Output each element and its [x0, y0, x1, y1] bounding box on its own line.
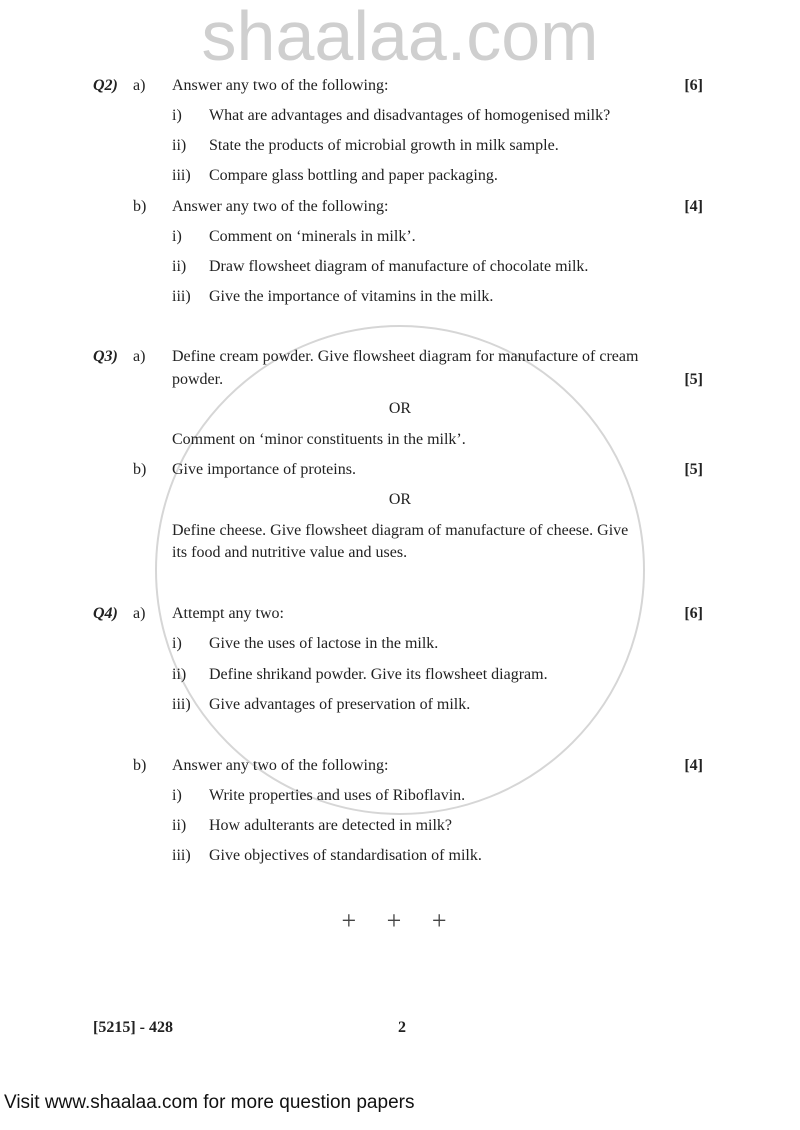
part-label: b) — [133, 757, 147, 774]
item-text: What are advantages and disadvantages of homogenised milk? — [209, 107, 611, 124]
marks: [6] — [684, 605, 703, 622]
item-text: Give the importance of vitamins in the milk. — [209, 288, 494, 305]
question-number: Q3) — [93, 348, 118, 365]
item-text: Define shrikand powder. Give its flowsheet diagram. — [209, 666, 548, 683]
part-text: Define cream powder. Give flowsheet diagram for manufacture of cream — [172, 348, 639, 365]
item-number: i) — [172, 787, 182, 804]
item-number: i) — [172, 635, 182, 652]
or-separator: OR — [388, 491, 412, 508]
question-number: Q2) — [93, 77, 118, 94]
part-text: powder. — [172, 371, 224, 388]
part-text: Give importance of proteins. — [172, 461, 356, 478]
item-number: i) — [172, 107, 182, 124]
part-text: Comment on ‘minor constituents in the milk’. — [172, 431, 466, 448]
part-text: Define cheese. Give flowsheet diagram of manufacture of cheese. Give — [172, 522, 629, 539]
page-number: 2 — [398, 1019, 406, 1036]
marks: [5] — [684, 371, 703, 388]
item-number: ii) — [172, 817, 187, 834]
part-label: a) — [133, 77, 146, 94]
item-text: Give advantages of preservation of milk. — [209, 696, 471, 713]
item-text: Give objectives of standardisation of milk. — [209, 847, 482, 864]
item-number: iii) — [172, 167, 191, 184]
paper-code: [5215] - 428 — [93, 1019, 173, 1036]
question-number: Q4) — [93, 605, 118, 622]
part-text: Answer any two of the following: — [172, 77, 389, 94]
item-text: Give the uses of lactose in the milk. — [209, 635, 439, 652]
part-text: Attempt any two: — [172, 605, 284, 622]
item-text: How adulterants are detected in milk? — [209, 817, 453, 834]
marks: [4] — [684, 198, 703, 215]
item-text: Write properties and uses of Riboflavin. — [209, 787, 466, 804]
part-text: Answer any two of the following: — [172, 198, 389, 215]
item-number: ii) — [172, 137, 187, 154]
part-text: Answer any two of the following: — [172, 757, 389, 774]
marks: [5] — [684, 461, 703, 478]
marks: [6] — [684, 77, 703, 94]
item-number: iii) — [172, 696, 191, 713]
item-number: iii) — [172, 288, 191, 305]
item-number: ii) — [172, 258, 187, 275]
part-label: a) — [133, 348, 146, 365]
part-label: a) — [133, 605, 146, 622]
item-number: iii) — [172, 847, 191, 864]
part-text: its food and nutritive value and uses. — [172, 544, 408, 561]
part-label: b) — [133, 461, 147, 478]
item-number: i) — [172, 228, 182, 245]
or-separator: OR — [388, 400, 412, 417]
item-number: ii) — [172, 666, 187, 683]
part-label: b) — [133, 198, 147, 215]
end-of-paper-mark: + + + — [341, 906, 459, 935]
item-text: Draw flowsheet diagram of manufacture of chocolate milk. — [209, 258, 589, 275]
item-text: State the products of microbial growth in milk sample. — [209, 137, 559, 154]
watermark-text: shaalaa.com — [201, 0, 599, 75]
item-text: Comment on ‘minerals in milk’. — [209, 228, 416, 245]
site-banner-link[interactable]: Visit www.shaalaa.com for more question papers — [4, 1092, 415, 1113]
item-text: Compare glass bottling and paper packaging. — [209, 167, 498, 184]
marks: [4] — [684, 757, 703, 774]
